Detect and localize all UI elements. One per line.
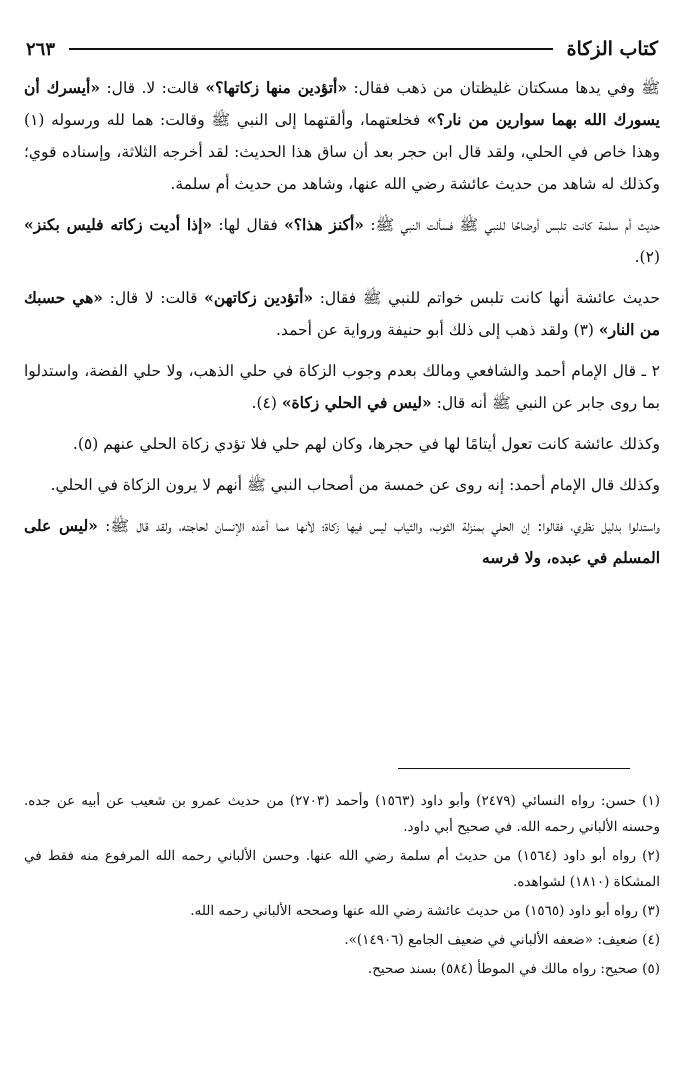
text-run: قالت: لا. قال: xyxy=(100,79,206,97)
text-run: (٤). xyxy=(251,394,282,412)
text-run: ٢ ـ قال الإمام أحمد والشافعي ومالك بعدم وجوب الزكاة في حلي الذهب، ولا حلي الفضة، واستدلوا بما روى جابر عن النبي ﷺ أنه قال: xyxy=(24,362,660,412)
paragraph xyxy=(24,72,660,200)
text-run: (٢). xyxy=(634,248,660,266)
text-run: حديث أم سلمة كانت تلبس أوضاحًا للنبي ﷺ فسألت النبي ﷺ: xyxy=(364,216,661,234)
text-run: فخلعتهما، وألقتهما إلى النبي ﷺ وقالت: هما لله ورسوله (١) وهذا خاص في الحلي، ولقد قال ابن حجر بعد أن ساق هذا الحديث: لقد أخرجه الثلاثة، وإسناده قوي؛ وكذلك له شاهد من حديث عائشة رضي الله عنها، وشاهد من حديث أم سلمة. xyxy=(24,111,660,193)
paragraph xyxy=(24,282,660,346)
page-number: ٢٦٣ xyxy=(26,38,56,60)
text-run: وكذلك قال الإمام أحمد: إنه روى عن خمسة من أصحاب النبي ﷺ أنهم لا يرون الزكاة في الحلي. xyxy=(50,476,660,494)
paragraph xyxy=(24,209,660,273)
header-rule xyxy=(69,48,553,50)
hadith-quote: «ليس على المسلم في عبده، ولا فرسه xyxy=(24,516,660,567)
paragraph xyxy=(24,469,660,501)
chapter-title: كتاب الزكاة xyxy=(566,38,658,60)
text-run: فقال لها: xyxy=(212,216,285,234)
hadith-quote: «ليس في الحلي زكاة» xyxy=(281,393,432,412)
footnote: (٥) صحيح: رواه مالك في الموطأ (٥٨٤) بسند صحيح. xyxy=(367,961,660,977)
hadith-quote: «أيسرك أن يسورك الله بهما سوارين من نار؟» xyxy=(24,78,660,129)
text-run: واستدلوا بدليل نظري، فقالوا: إن الحلي بمنزلة الثوب، والثياب ليس فيها زكاة؛ لأنها مما أعده الإنسان لحاجته، ولقد قال ﷺ: xyxy=(97,517,660,535)
hadith-quote: «إذا أديت زكاته فليس بكنز» xyxy=(24,215,213,234)
page-header xyxy=(26,34,658,64)
main-text xyxy=(24,72,660,583)
text-run: قالت: لا قال: xyxy=(103,289,205,307)
footnote: (١) حسن: رواه النسائي (٢٤٧٩) وأبو داود (١٥٦٣) وأحمد (٢٧٠٣) من حديث عمرو بن شعيب عن أبيه عن جده. وحسنه الألباني رحمه الله. في صحيح أبي داود. xyxy=(24,793,660,835)
footnotes xyxy=(24,788,660,985)
text-run: وكذلك عائشة كانت تعول أيتامًا لها في حجرها، وكان لهم حلي فلا تؤدي زكاة الحلي عنهم (٥). xyxy=(72,435,660,453)
hadith-quote: «أتؤدين منها زكاتها؟» xyxy=(205,78,348,97)
hadith-quote: «هي حسبك من النار» xyxy=(24,288,660,339)
paragraph xyxy=(24,510,660,574)
text-run: حديث عائشة أنها كانت تلبس خواتم للنبي ﷺ فقال: xyxy=(313,289,660,307)
hadith-quote: «أتؤدين زكاتهن» xyxy=(204,288,314,307)
paragraph xyxy=(24,428,660,460)
footnote: (٣) رواه أبو داود (١٥٦٥) من حديث عائشة رضي الله عنها وصححه الألباني رحمه الله. xyxy=(190,903,660,919)
footnote: (٢) رواه أبو داود (١٥٦٤) من حديث أم سلمة رضي الله عنها. وحسن الألباني رحمه الله المرفوع منه فقط في المشكاة (١٨١٠) لشواهده. xyxy=(24,848,660,890)
footnote: (٤) ضعيف: «ضعفه الألباني في ضعيف الجامع (١٤٩٠٦)». xyxy=(344,932,660,948)
footnote-separator xyxy=(398,768,630,769)
text-run: (٣) ولقد ذهب إلى ذلك أبو حنيفة ورواية عن أحمد. xyxy=(276,321,599,339)
hadith-quote: «أكنز هذا؟» xyxy=(284,215,364,234)
text-run: ﷺ وفي يدها مسكتان غليظتان من ذهب فقال: xyxy=(347,79,661,97)
paragraph xyxy=(24,355,660,419)
